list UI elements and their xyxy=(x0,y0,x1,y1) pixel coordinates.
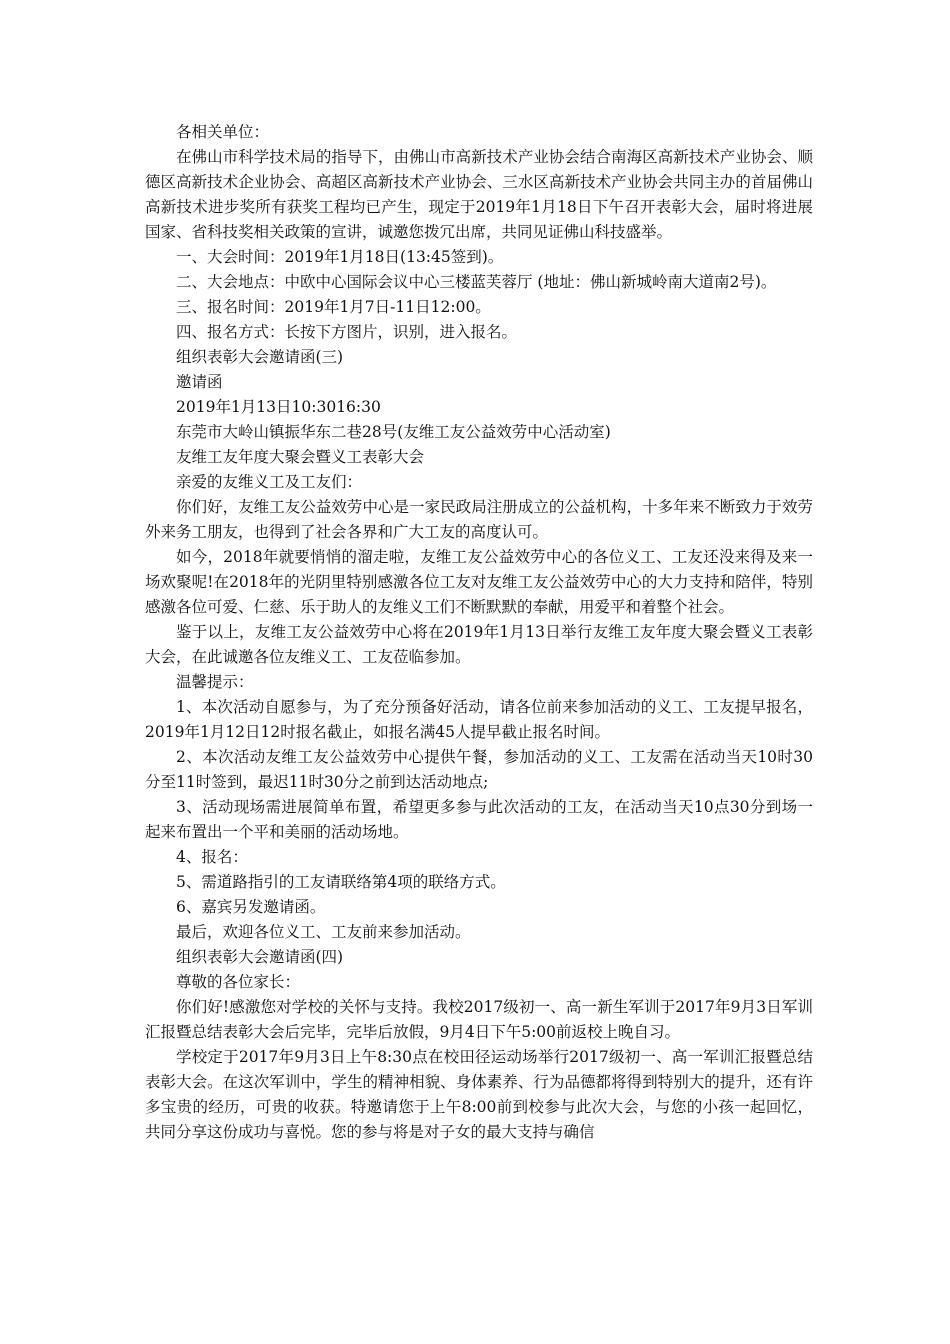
paragraph: 学校定于2017年9月3日上午8:30点在校田径运动场举行2017级初一、高一军训汇报暨总结表彰大会。在这次军训中，学生的精神相貌、身体素养、行为品德都将得到特别大的提升，还有许多宝贵的经历，可贵的收获。特邀请您于上午8:00前到校参与此次大会，与您的小孩一起回忆，共同分享这份成功与喜悦。您的参与将是对子女的最大支持与确信 xyxy=(145,1048,813,1141)
list-item: 6、嘉宾另发邀请函。 xyxy=(176,898,326,916)
paragraph: 最后，欢迎各位义工、工友前来参加活动。 xyxy=(176,923,471,941)
paragraph: 如今，2018年就要悄悄的溜走啦，友维工友公益效劳中心的各位义工、工友还没来得及来一场欢聚呢!在2018年的光阴里特别感激各位工友对友维工友公益效劳中心的大力支持和陪伴，特别感激各位可爱、仁慈、乐于助人的友维义工们不断默默的奉献，用爱平和着整个社会。 xyxy=(145,548,813,616)
section-heading: 组织表彰大会邀请函(三) xyxy=(176,348,344,366)
list-item: 2、本次活动友维工友公益效劳中心提供午餐，参加活动的义工、工友需在活动当天10时30分至11时签到，最迟11时30分之前到达活动地点; xyxy=(145,748,813,791)
list-item: 4、报名： xyxy=(176,848,248,866)
paragraph: 三、报名时间：2019年1月7日-11日12:00。 xyxy=(176,298,491,316)
paragraph: 温馨提示： xyxy=(176,673,254,691)
paragraph: 一、大会时间：2019年1月18日(13:45签到)。 xyxy=(176,248,504,266)
salutation: 尊敬的各位家长： xyxy=(176,973,301,991)
paragraph: 邀请函 xyxy=(176,373,223,391)
salutation: 亲爱的友维义工及工友们： xyxy=(176,473,363,491)
paragraph: 你们好!感激您对学校的关怀与支持。我校2017级初一、高一新生军训于2017年9月3日军训汇报暨总结表彰大会后完毕，完毕后放假，9月4日下午5:00前返校上晚自习。 xyxy=(145,998,813,1041)
paragraph: 在佛山市科学技术局的指导下，由佛山市高新技术产业协会结合南海区高新技术产业协会、顺德区高新技术企业协会、高超区高新技术产业协会、三水区高新技术产业协会共同主办的首届佛山高新技术进步奖所有获奖工程均已产生，现定于2019年1月18日下午召开表彰大会，届时将进展国家、省科技奖相关政策的宣讲，诚邀您拨冗出席，共同见证佛山科技盛举。 xyxy=(145,148,813,241)
section-heading: 组织表彰大会邀请函(四) xyxy=(176,948,344,966)
paragraph: 2019年1月13日10:3016:30 xyxy=(176,398,381,416)
paragraph: 友维工友年度大聚会暨义工表彰大会 xyxy=(176,448,425,466)
document-body xyxy=(145,120,813,1145)
paragraph: 东莞市大岭山镇振华东二巷28号(友维工友公益效劳中心活动室) xyxy=(176,423,611,441)
list-item: 3、活动现场需进展简单布置，希望更多参与此次活动的工友，在活动当天10点30分到场一起来布置出一个平和美丽的活动场地。 xyxy=(145,798,813,841)
list-item: 5、需道路指引的工友请联络第4项的联络方式。 xyxy=(176,873,506,891)
list-item: 1、本次活动自愿参与，为了充分预备好活动，请各位前来参加活动的义工、工友提早报名，2019年1月12日12时报名截止，如报名满45人提早截止报名时间。 xyxy=(145,698,813,741)
salutation: 各相关单位： xyxy=(176,123,270,141)
paragraph: 你们好，友维工友公益效劳中心是一家民政局注册成立的公益机构，十多年来不断致力于效劳外来务工朋友，也得到了社会各界和广大工友的高度认可。 xyxy=(145,498,813,541)
paragraph: 鉴于以上，友维工友公益效劳中心将在2019年1月13日举行友维工友年度大聚会暨义工表彰大会，在此诚邀各位友维义工、工友莅临参加。 xyxy=(145,623,813,666)
paragraph: 四、报名方式：长按下方图片，识别，进入报名。 xyxy=(176,323,518,341)
paragraph: 二、大会地点：中欧中心国际会议中心三楼蓝芙蓉厅 (地址：佛山新城岭南大道南2号)。 xyxy=(176,273,777,291)
